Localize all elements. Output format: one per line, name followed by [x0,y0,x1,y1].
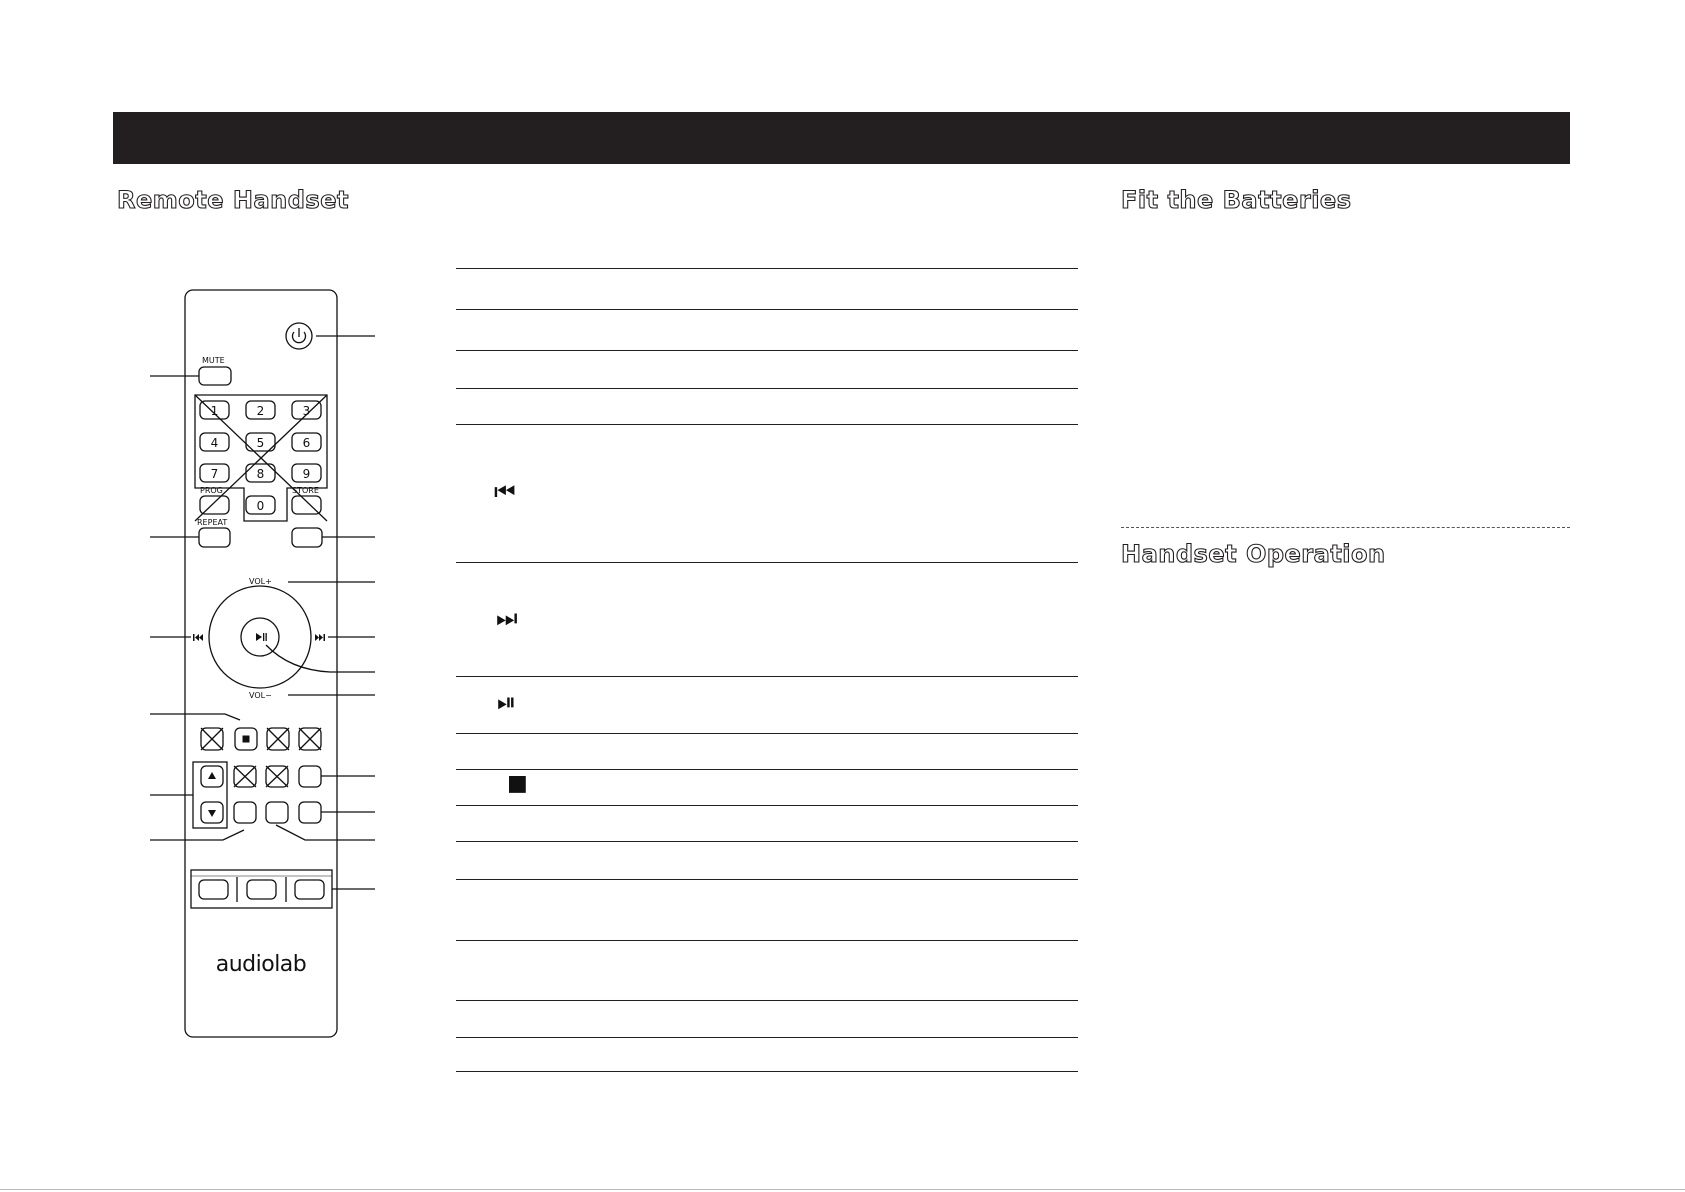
skip-previous-icon: ⏮ [494,478,514,506]
table-rule [456,940,1078,941]
mute-button[interactable] [199,367,231,385]
repeat-label: REPEAT [197,518,228,527]
remote-handset-heading: Remote Handset [117,186,349,214]
digit-9-label: 9 [302,467,311,481]
left-callout-lines [150,376,244,840]
digit-4-label: 4 [210,436,219,450]
input-button-2[interactable] [247,880,276,899]
remote-body [185,290,337,1037]
function-button-c[interactable] [266,802,288,823]
input-button-1[interactable] [199,880,228,899]
digit-6-label: 6 [302,436,311,450]
table-rule [456,841,1078,842]
digit-0-label: 0 [256,499,265,513]
function-button-a[interactable] [299,766,321,787]
mute-label: MUTE [202,356,225,365]
page-arrows-group [193,762,227,828]
vol-up-label: VOL+ [249,577,272,586]
input-select-group [191,870,332,908]
table-rule [456,1037,1078,1038]
play-pause-icon [256,633,267,641]
digit-8-label: 8 [256,467,265,481]
power-icon [293,328,306,343]
random-button[interactable] [292,528,322,547]
stop-icon: ■ [507,771,526,796]
digit-2-label: 2 [256,404,265,418]
table-rule [456,1071,1078,1072]
input-button-3[interactable] [295,880,324,899]
handset-operation-heading: Handset Operation [1121,540,1386,568]
table-rule [456,350,1078,351]
page-bottom-edge [0,1189,1685,1190]
table-rule [456,268,1078,269]
play-pause-icon: ⏯ [497,688,515,716]
skip-next-icon [315,634,325,641]
table-rule [456,309,1078,310]
table-rule [456,733,1078,734]
digit-3-label: 3 [302,404,311,418]
stop-icon [243,736,250,743]
skip-next-icon: ⏭ [496,604,516,632]
prog-label: PROG [200,486,223,495]
digit-7-label: 7 [210,467,219,481]
table-rule [456,424,1078,425]
store-label: STORE [292,486,319,495]
arrow-down-icon [208,810,216,817]
transport-row [201,728,321,750]
digit-1-label: 1 [210,404,219,418]
vol-down-label: VOL− [249,691,272,700]
table-rule [456,562,1078,563]
brand-logo: audiolab [215,952,307,977]
skip-previous-icon [193,634,203,641]
function-button-d[interactable] [299,802,321,823]
table-rule [456,879,1078,880]
arrow-up-icon [208,772,216,779]
power-button[interactable] [286,323,312,349]
table-rule [456,388,1078,389]
digit-5-label: 5 [256,436,265,450]
fit-batteries-heading: Fit the Batteries [1121,186,1352,214]
table-rule [456,769,1078,770]
table-rule [456,676,1078,677]
table-rule [456,805,1078,806]
table-rule [456,1000,1078,1001]
function-button-b[interactable] [234,802,256,823]
repeat-button[interactable] [199,528,230,547]
